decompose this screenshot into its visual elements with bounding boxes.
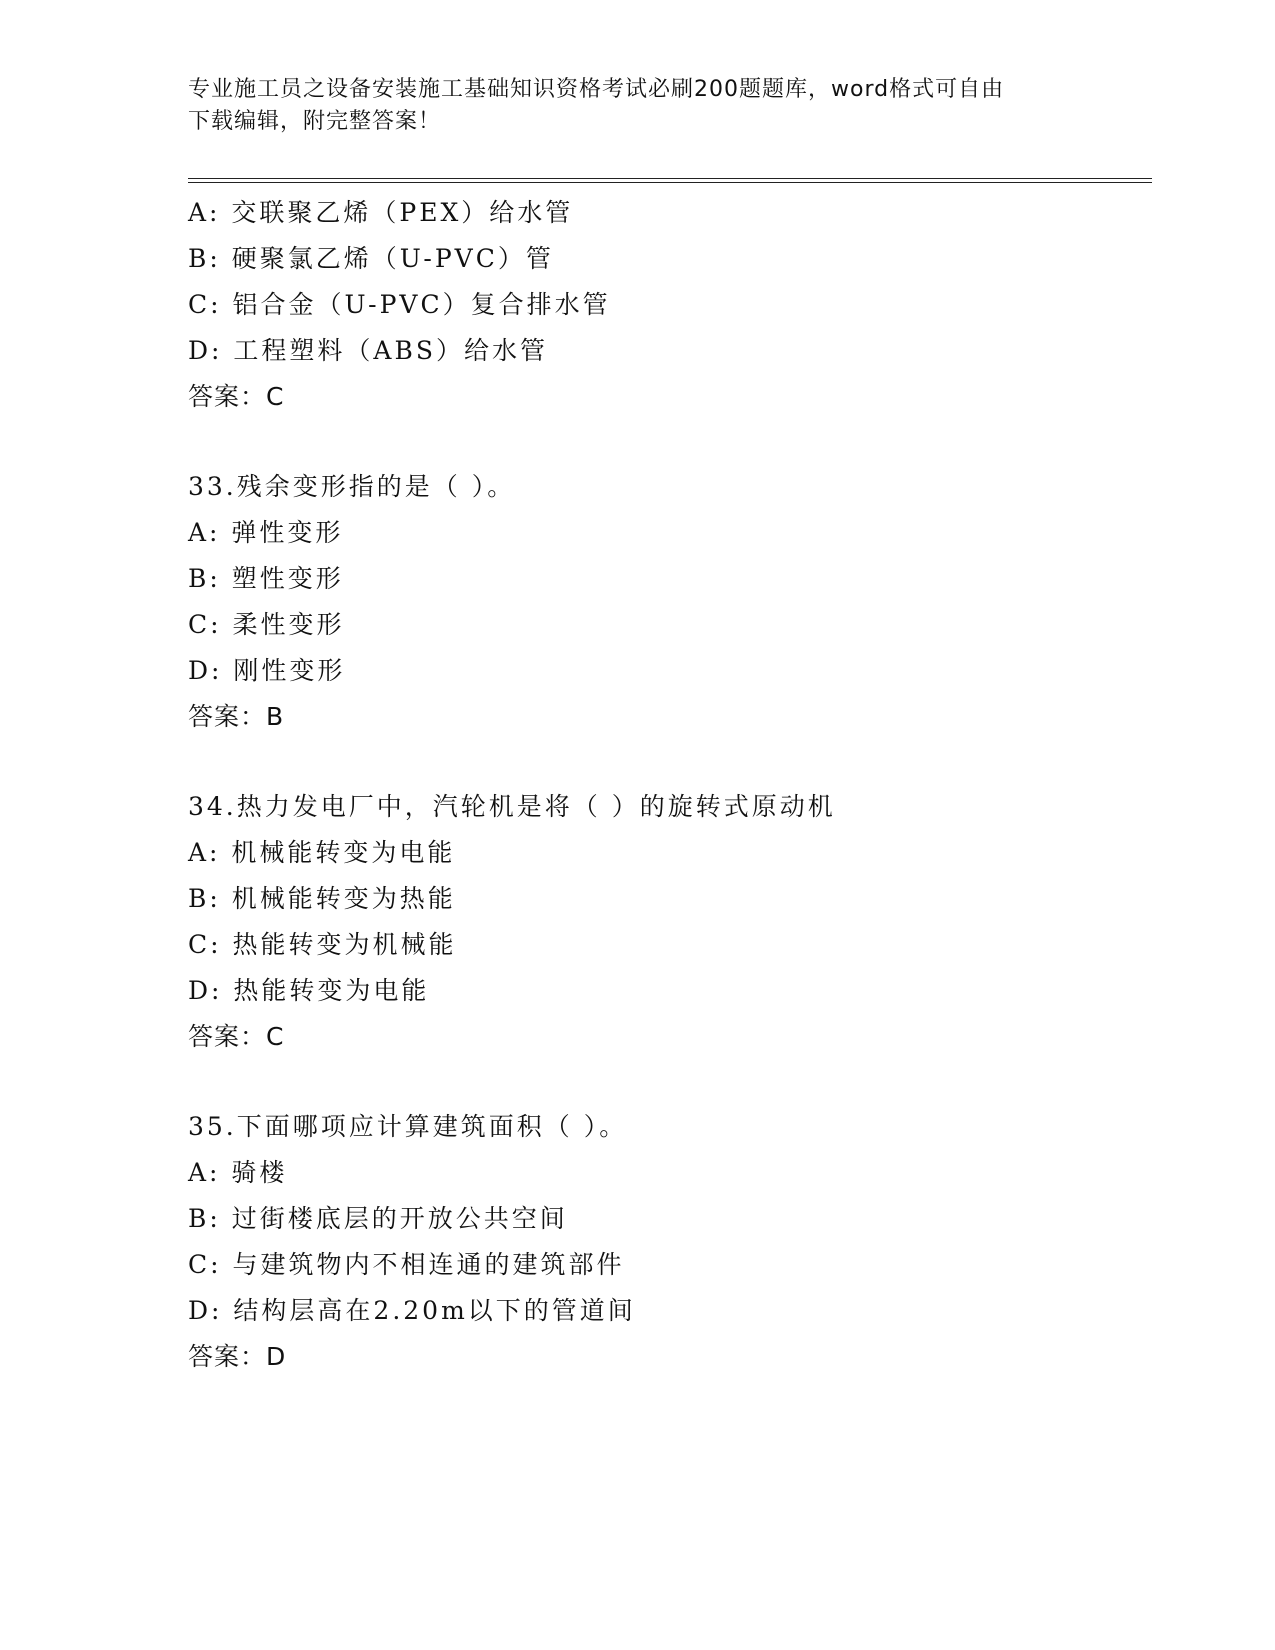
question-35-option-a: A: 骑楼 [188, 1158, 288, 1187]
question-35-text: 35.下面哪项应计算建筑面积（ ）。 [188, 1112, 628, 1141]
question-32-option-c: C: 铝合金（U-PVC）复合排水管 [188, 290, 611, 319]
question-35-option-b: B: 过街楼底层的开放公共空间 [188, 1204, 568, 1233]
question-33-option-d: D: 刚性变形 [188, 656, 346, 685]
question-33-block [188, 464, 1148, 740]
question-spacer [188, 740, 1148, 784]
header-line-2: 下载编辑，附完整答案！ [188, 109, 442, 134]
question-34-option-d: D: 热能转变为电能 [188, 976, 430, 1005]
question-33-option-b: B: 塑性变形 [188, 564, 344, 593]
header-divider-top [188, 178, 1152, 179]
question-35-block [188, 1104, 1148, 1380]
question-spacer [188, 1060, 1148, 1104]
question-32-option-a: A: 交联聚乙烯（PEX）给水管 [188, 198, 574, 227]
question-list [188, 190, 1148, 1380]
document-header [188, 74, 1078, 138]
header-line-1: 专业施工员之设备安装施工基础知识资格考试必刷200题题库，word格式可自由 [188, 77, 1005, 102]
question-32-block [188, 190, 1148, 420]
question-33-text: 33.残余变形指的是（ ）。 [188, 472, 516, 501]
question-34-answer: 答案：C [188, 1022, 285, 1051]
question-32-answer: 答案：C [188, 382, 285, 411]
question-35-option-d: D: 结构层高在2.20m以下的管道间 [188, 1296, 636, 1325]
question-34-option-c: C: 热能转变为机械能 [188, 930, 457, 959]
question-32-option-b: B: 硬聚氯乙烯（U-PVC）管 [188, 244, 554, 273]
header-divider-bottom [188, 182, 1152, 183]
question-32-option-d: D: 工程塑料（ABS）给水管 [188, 336, 548, 365]
question-34-option-a: A: 机械能转变为电能 [188, 838, 456, 867]
question-33-option-c: C: 柔性变形 [188, 610, 345, 639]
question-33-option-a: A: 弹性变形 [188, 518, 344, 547]
question-34-option-b: B: 机械能转变为热能 [188, 884, 456, 913]
question-33-answer: 答案：B [188, 702, 285, 731]
question-34-block [188, 784, 1148, 1060]
question-spacer [188, 420, 1148, 464]
question-34-text: 34.热力发电厂中，汽轮机是将（ ）的旋转式原动机 [188, 792, 836, 821]
question-35-option-c: C: 与建筑物内不相连通的建筑部件 [188, 1250, 625, 1279]
question-35-answer: 答案：D [188, 1342, 287, 1371]
